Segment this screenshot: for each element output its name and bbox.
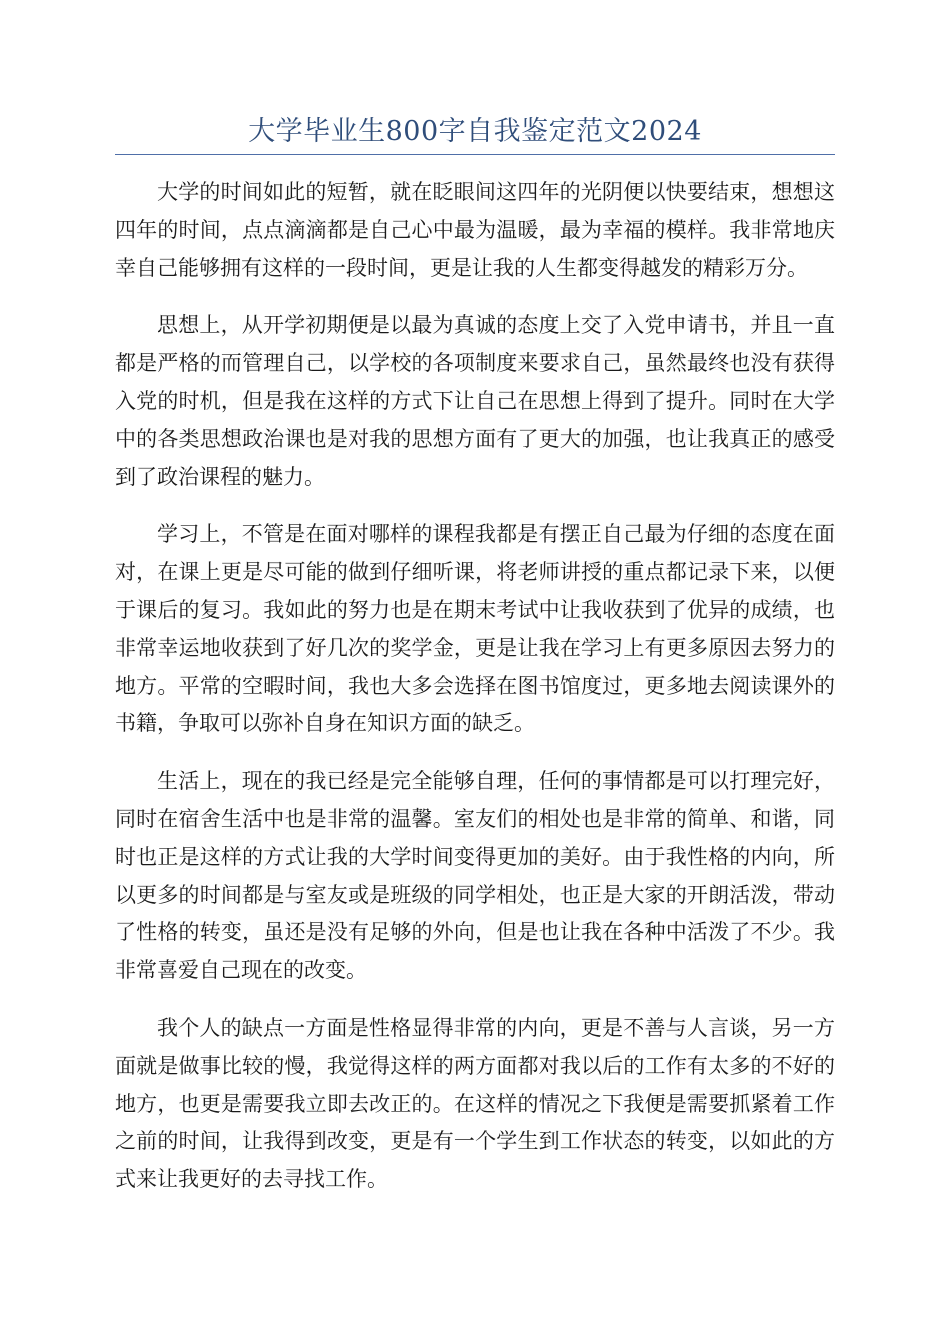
paragraph-thought: 思想上，从开学初期便是以最为真诚的态度上交了入党申请书，并且一直都是严格的而管理自己，以学校的各项制度来要求自己，虽然最终也没有获得入党的时机，但是我在这样的方式下让自己在思想上得到了提升。同时在大学中的各类思想政治课也是对我的思想方面有了更大的加强，也让我真正的感受到了政治课程的魅力。 [115,313,835,489]
document-body [115,174,835,1219]
paragraph-study: 学习上，不管是在面对哪样的课程我都是有摆正自己最为仔细的态度在面对，在课上更是尽可能的做到仔细听课，将老师讲授的重点都记录下来，以便于课后的复习。我如此的努力也是在期末考试中让我收获到了优异的成绩，也非常幸运地收获到了好几次的奖学金，更是让我在学习上有更多原因去努力的地方。平常的空暇时间，我也大多会选择在图书馆度过，更多地去阅读课外的书籍，争取可以弥补自身在知识方面的缺乏。 [115,522,835,736]
paragraph-shortcomings: 我个人的缺点一方面是性格显得非常的内向，更是不善与人言谈，另一方面就是做事比较的慢，我觉得这样的两方面都对我以后的工作有太多的不好的地方，也更是需要我立即去改正的。在这样的情况之下我便是需要抓紧着工作之前的时间，让我得到改变，更是有一个学生到工作状态的转变，以如此的方式来让我更好的去寻找工作。 [115,1015,835,1192]
title-divider [115,154,835,155]
paragraph-life: 生活上，现在的我已经是完全能够自理，任何的事情都是可以打理完好，同时在宿舍生活中也是非常的温馨。室友们的相处也是非常的简单、和谐，同时也正是这样的方式让我的大学时间变得更加的美好。由于我性格的内向，所以更多的时间都是与室友或是班级的同学相处，也正是大家的开朗活泼，带动了性格的转变，虽还是没有足够的外向，但是也让我在各种中活泼了不少。我非常喜爱自己现在的改变。 [115,769,835,983]
paragraph-intro: 大学的时间如此的短暂，就在眨眼间这四年的光阴便以快要结束，想想这四年的时间，点点滴滴都是自己心中最为温暖，最为幸福的模样。我非常地庆幸自己能够拥有这样的一段时间，更是让我的人生都变得越发的精彩万分。 [115,180,835,280]
document-title: 大学毕业生800字自我鉴定范文2024 [248,116,702,147]
